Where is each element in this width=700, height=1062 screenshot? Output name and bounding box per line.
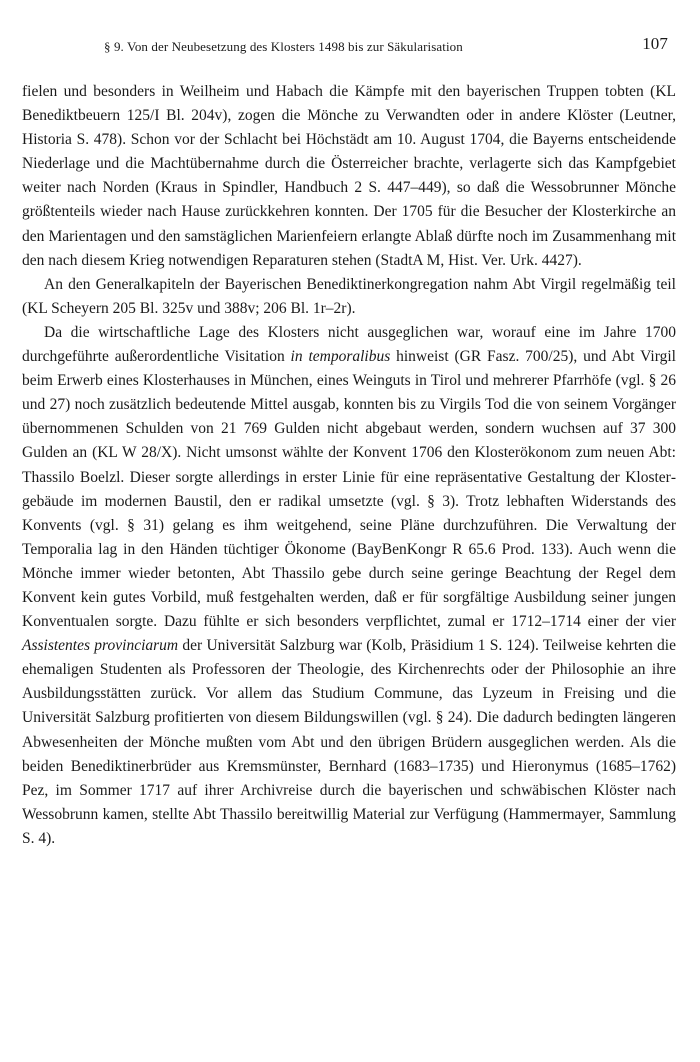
text-run: fielen und besonders in Weilheim und Habach die Kämpfe mit den bayerischen Truppen tobten (KL Benediktbeuern 125/I Bl. 204v), zogen die Mönche zu Verwandten oder in andere Klöster (Leutner, Historia S. 478). Schon vor der Schlacht bei Höchstädt am 10. August 1704, die Bayerns entscheidende Niederlage und die Machtübernahme durch die Österreicher brachte, verlagerte sich das Kampfgebiet weiter nach Norden (Kraus in Spindler, Handbuch 2 S. 447–449), so daß die Wessobrunner Mönche größtenteils wieder nach Hause zurückkehren konnten. Der 1705 für die Besucher der Klosterkirche an den Marientagen und den samstäglichen Marienfeiern erlangte Ablaß dürfte noch im Zusammenhang mit den nach diesem Krieg notwendigen Reparaturen stehen (StadtA M, Hist. Ver. Urk. 4427). (22, 83, 676, 269)
text-run: hinweist (GR Fasz. 700/25), und Abt Virgil beim Erwerb eines Klosterhauses in München, eines Weinguts in Tirol und mehrerer Pfarrhöfe (vgl. § 26 und 27) noch zusätzlich bedeutende Mittel ausgab, konnten bis zu Virgils Tod die von seinem Vorgänger übernommenen Schulden von 21 769 Gulden nicht abgebaut werden, sondern wuchsen auf 37 300 Gulden an (KL W 28/X). Nicht umsonst wählte der Konvent 1706 den Klosterökonom zum neuen Abt: Thassilo Boelzl. Dieser sorgte allerdings in erster Linie für eine repräsentative Gestaltung der Klostergebäude im modernen Baustil, den er radikal umsetzte (vgl. § 3). Trotz lebhaften Widerstands des Konvents (vgl. § 31) gelang es ihm weitgehend, seine Pläne durchzuführen. Die Verwaltung der Temporalia lag in den Händen tüchtiger Ökonome (BayBenKongr R 65.6 Prod. 133). Auch wenn die Mönche immer wieder betonten, Abt Thassilo gebe durch seine geringe Beachtung der Regel dem Konvent kein gutes Vorbild, muß festgehalten werden, daß er für sorgfältige Ausbildung seiner jungen Konventualen sorgte. Dazu fühlte er sich besonders verpflichtet, zumal er 1712–1714 einer der vier (22, 348, 676, 631)
book-page (22, 34, 676, 851)
paragraph (22, 273, 676, 321)
body-text (22, 80, 676, 851)
italic-phrase: Assistentes provinciarum (22, 637, 179, 655)
paragraph (22, 321, 676, 851)
text-run: der Universität Salzburg war (Kolb, Präsidium 1 S. 124). Teilweise kehrten die ehemaligen Studenten als Professoren der Theologie, des Kirchenrechts oder der Philosophie an ihre Ausbildungsstätten zurück. Vor allem das Studium Commune, das Lyzeum in Freising und die Universität Salzburg profitierten von diesem Bildungswillen (vgl. § 24). Die dadurch bedingten längeren Abwesenheiten der Mönche mußten vom Abt und den übrigen Brüdern ausgeglichen werden. Als die beiden Benediktinerbrüder aus Kremsmünster, Bernhard (1683–1735) und Hieronymus (1685–1762) Pez, im Sommer 1717 auf ihrer Archivreise durch die bayerischen und schwäbischen Klöster nach Wessobrunn kamen, stellte Abt Thassilo bereitwillig Material zur Verfügung (Hammermayer, Sammlung S. 4). (22, 637, 676, 847)
italic-phrase: in temporalibus (290, 348, 391, 366)
paragraph (22, 80, 676, 273)
running-header (22, 34, 676, 58)
text-run: An den Generalkapiteln der Bayerischen Benediktinerkongregation nahm Abt Virgil regelmäßig teil (KL Scheyern 205 Bl. 325v und 388v; 206 Bl. 1r–2r). (22, 275, 676, 317)
running-title: § 9. Von der Neubesetzung des Klosters 1498 bis zur Säkularisation (104, 39, 463, 54)
page-number: 107 (642, 34, 668, 53)
text-run: Da die wirtschaftliche Lage des Klosters nicht ausgeglichen war, worauf eine im Jahre 1700 durchgeführte außerordentliche Visitation (22, 323, 676, 366)
